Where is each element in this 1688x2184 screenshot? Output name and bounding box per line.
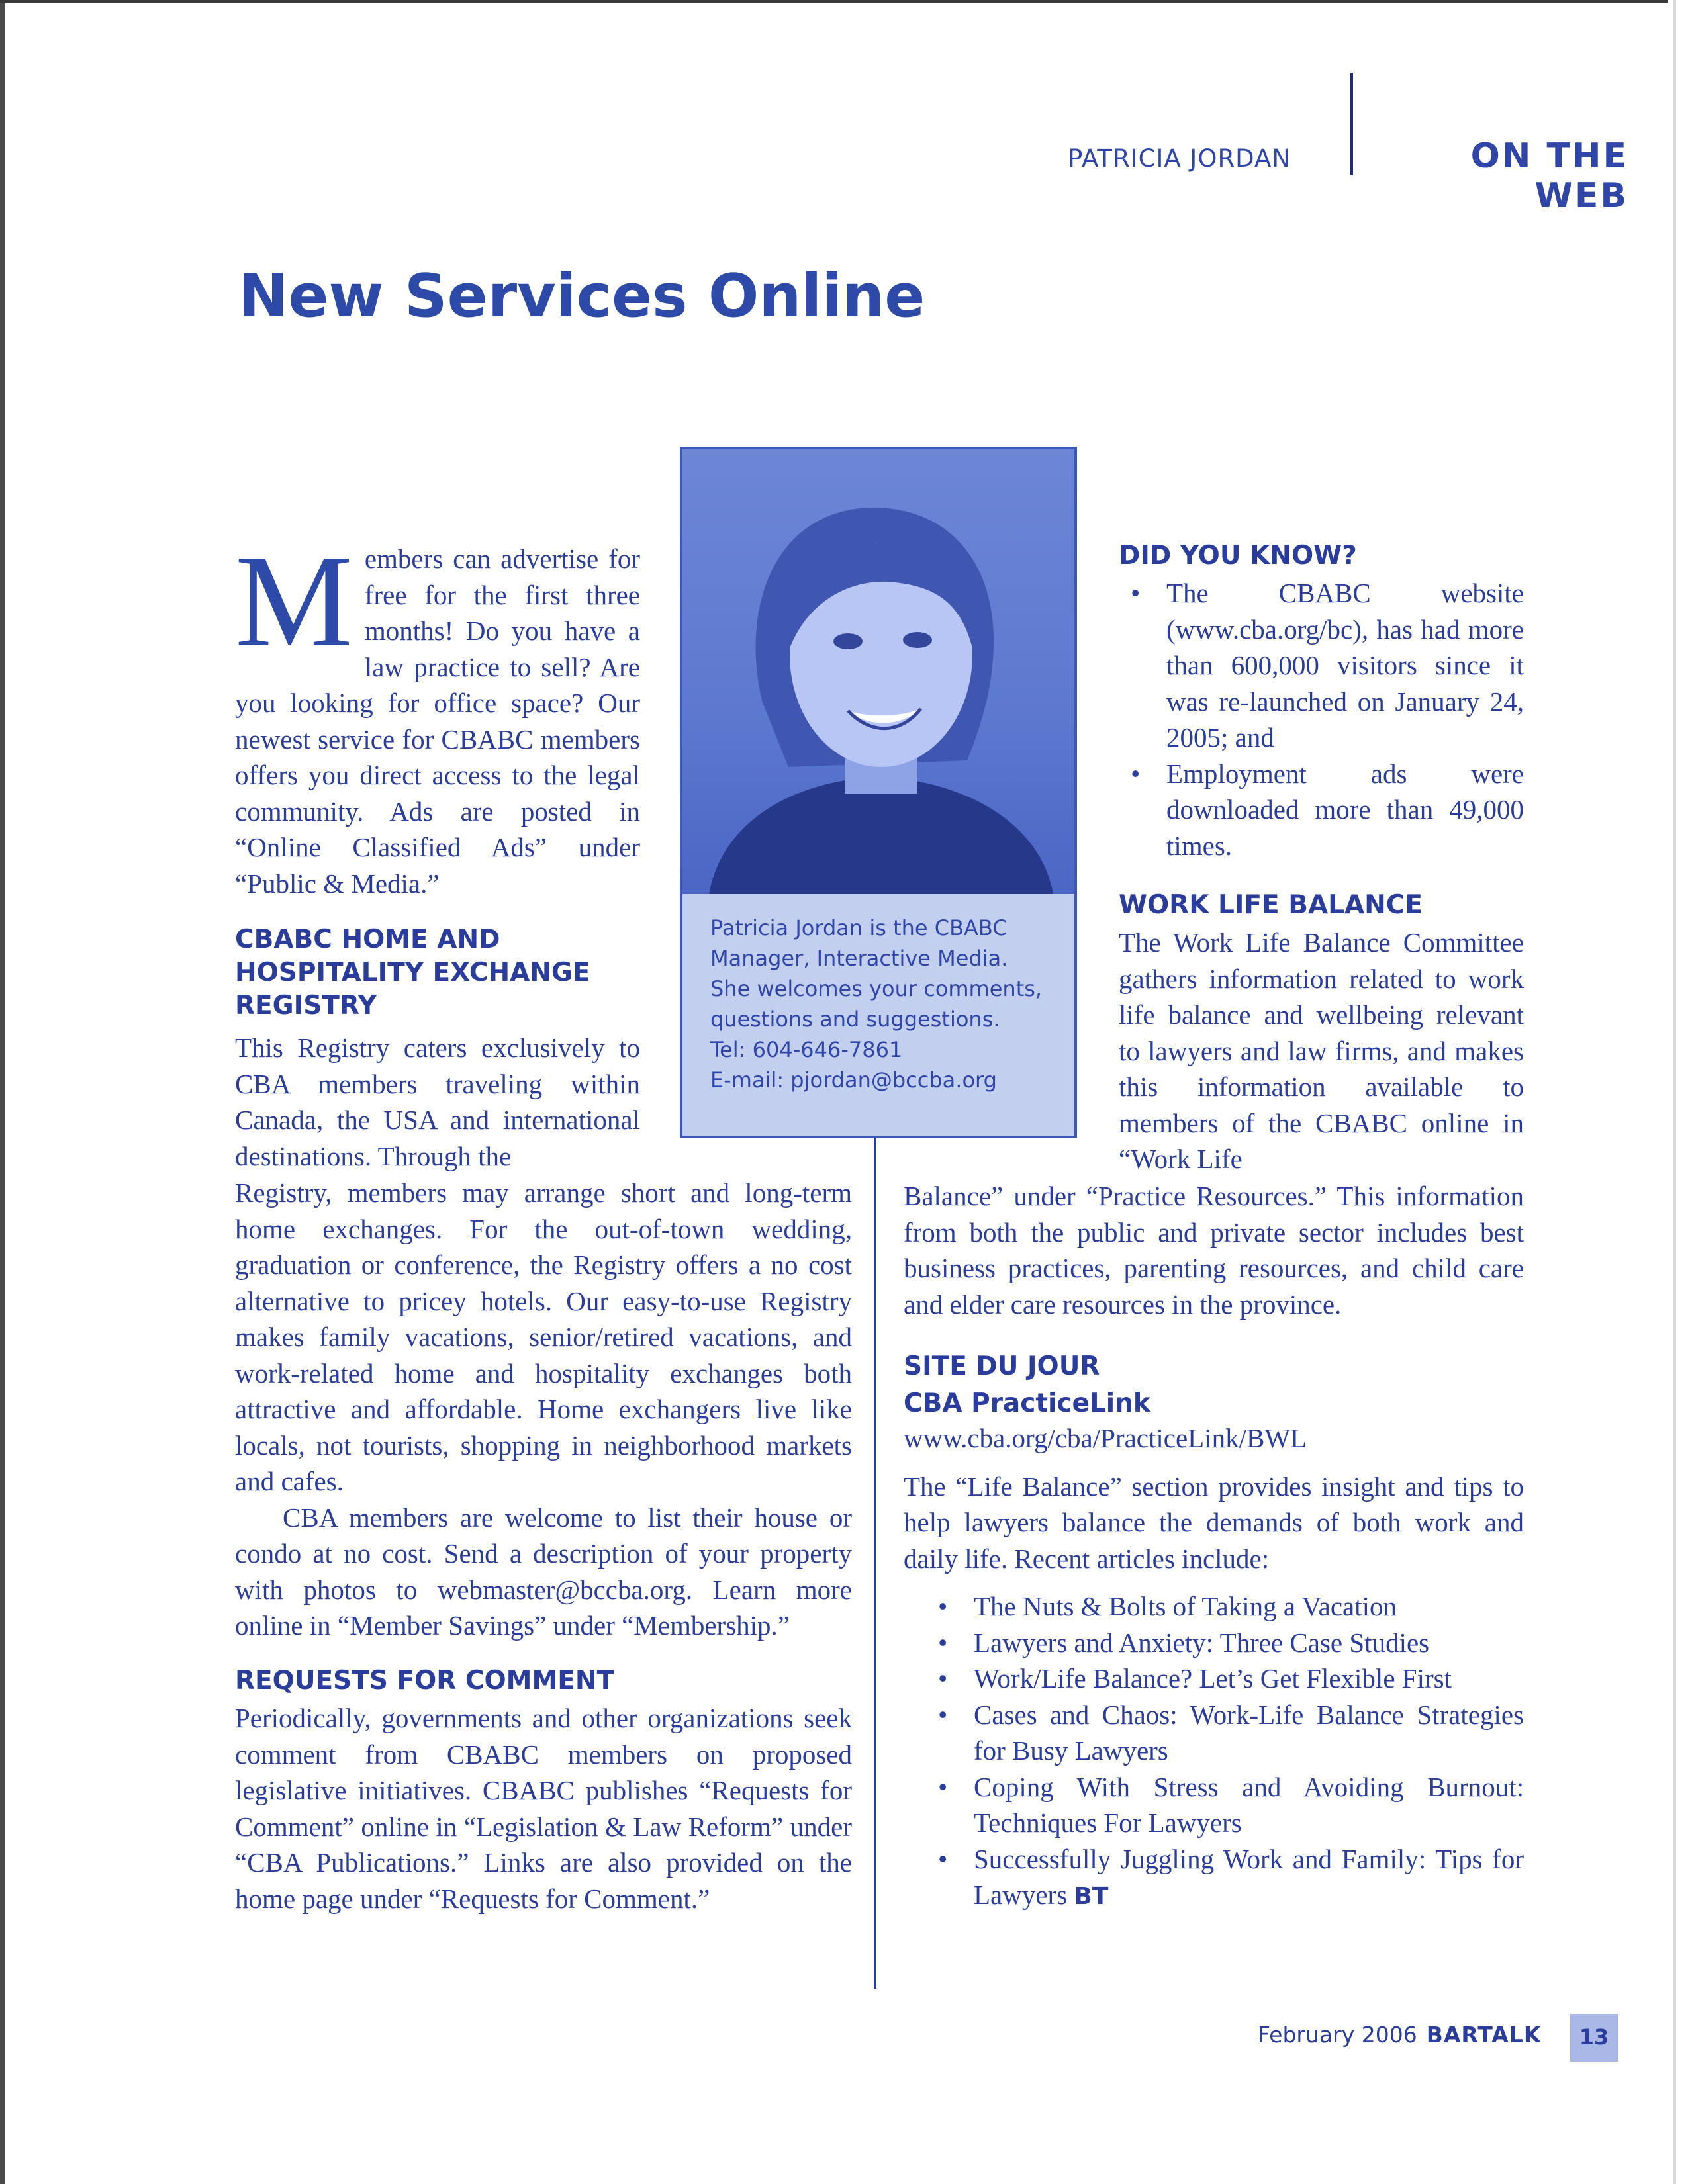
- work-life-lower-block: [904, 1178, 1524, 1322]
- site-du-jour-text: The “Life Balance” section provides insight and tips to help lawyers balance the demands of both work and daily life. Recent articles include:: [904, 1471, 1524, 1574]
- page-edge-top: [0, 0, 1668, 3]
- caption-email: E-mail: pjordan@bccba.org: [710, 1068, 997, 1093]
- work-life-heading: WORK LIFE BALANCE: [1119, 890, 1423, 920]
- articles-list: [904, 1588, 1524, 1915]
- end-mark: BT: [1074, 1883, 1109, 1910]
- issue-date: February 2006: [1258, 2022, 1417, 2048]
- footer: [1258, 2022, 1541, 2048]
- article-item: • Coping With Stress and Avoiding Burnout: Techniques For Lawyers: [926, 1769, 1524, 1841]
- caption-line: questions and suggestions.: [710, 1007, 1000, 1032]
- registry-upper-block: [235, 1030, 640, 1174]
- requests-block: [235, 1664, 852, 1917]
- requests-text: Periodically, governments and other organizations seek comment from CBABC members on proposed legislative initiatives. CBABC publishes “Requests for Comment” online in “Legislation & Law Reform” under “CBA Publications.” Links are also provided on the home page under “Requests for Comment.”: [235, 1703, 852, 1914]
- article-item: • Cases and Chaos: Work-Life Balance Strategies for Busy Lawyers: [926, 1697, 1524, 1769]
- work-life-block: [1119, 889, 1524, 1177]
- list-item: • The CBABC website (www.cba.org/bc), has had more than 600,000 visitors since it was re-launched on January 24, 2005; and: [1119, 575, 1524, 756]
- article-item: • Work/Life Balance? Let’s Get Flexible First: [926, 1661, 1524, 1697]
- photo-caption: [710, 913, 1068, 1095]
- intro-block: [235, 528, 640, 901]
- article-item: • Lawyers and Anxiety: Three Case Studies: [926, 1625, 1524, 1661]
- author-name: PATRICIA JORDAN: [1068, 144, 1291, 173]
- site-du-jour-url: www.cba.org/cba/PracticeLink/BWL: [904, 1423, 1307, 1453]
- registry-paragraph-2: CBA members are welcome to list their house or condo at no cost. Send a description of your property with photos to webmaster@bccba.org. Learn more online in “Member Savings” under “Membership.”: [235, 1502, 852, 1641]
- site-du-jour-subheading: CBA PracticeLink: [904, 1388, 1150, 1418]
- page-number-box: [1570, 2014, 1618, 2062]
- intro-paragraph: [235, 528, 640, 901]
- site-du-jour-heading: SITE DU JOUR: [904, 1351, 1100, 1381]
- registry-heading: CBABC HOME AND HOSPITALITY EXCHANGE REGISTRY: [235, 925, 590, 1021]
- list-item: • Employment ads were downloaded more than 49,000 times.: [1119, 756, 1524, 864]
- drop-cap: M: [235, 528, 353, 674]
- header-divider: [1350, 73, 1353, 175]
- section-label: ON THE WEB: [1470, 136, 1628, 216]
- portrait-image: [682, 449, 1074, 894]
- did-you-know-block: [1119, 539, 1524, 864]
- column-divider: [874, 1138, 876, 1989]
- work-life-text-lower: Balance” under “Practice Resources.” This information from both the public and private sector includes best business practices, parenting resources, and child care and elder care resources in the province.: [904, 1181, 1524, 1320]
- intro-text: embers can advertise for free for the first three months! Do you have a law practice to sell? Are you looking for office space? Our newest service for CBABC members offers you direct access to the legal community. Ads are posted in “Online Classified Ads” under “Public & Media.”: [235, 543, 640, 899]
- registry-text-upper: This Registry caters exclusively to CBA members traveling within Canada, the USA and international destinations. Through the: [235, 1032, 640, 1171]
- page-title: New Services Online: [238, 261, 925, 331]
- work-life-text-upper: The Work Life Balance Committee gathers information related to work life balance and wellbeing relevant to lawyers and law firms, and makes this information available to members of the CBABC online in “Work Life: [1119, 927, 1524, 1174]
- publication-name: BARTALK: [1426, 2022, 1542, 2048]
- author-photo: [682, 449, 1074, 894]
- caption-line: She welcomes your comments,: [710, 976, 1043, 1001]
- requests-heading: REQUESTS FOR COMMENT: [235, 1666, 615, 1696]
- article-item: [926, 1841, 1524, 1915]
- registry-lower-block: [235, 1175, 852, 1644]
- caption-phone: Tel: 604-646-7861: [710, 1037, 903, 1062]
- caption-line: Manager, Interactive Media.: [710, 946, 1008, 971]
- caption-line: Patricia Jordan is the CBABC: [710, 915, 1008, 940]
- page-edge-left: [0, 0, 5, 2184]
- page-number: 13: [1579, 2025, 1609, 2050]
- did-you-know-list: [1119, 575, 1524, 864]
- article-item-text: Successfully Juggling Work and Family: Tips for Lawyers: [974, 1843, 1524, 1910]
- author-photo-box: [680, 447, 1077, 1138]
- registry-heading-block: [235, 923, 659, 1023]
- did-you-know-heading: DID YOU KNOW?: [1119, 541, 1357, 570]
- registry-text-lower: Registry, members may arrange short and long-term home exchanges. For the out-of-town wedding, graduation or conference, the Registry offers a no cost alternative to pricey hotels. Our easy-to-use Registry makes family vacations, senior/retired vacations, and work-related home and hospitality exchanges both attractive and affordable. Home exchangers live like locals, not tourists, shopping in neighborhood markets and cafes.: [235, 1177, 852, 1496]
- page-edge-right: [1673, 0, 1676, 2184]
- site-du-jour-block: [904, 1350, 1524, 1915]
- article-item: • The Nuts & Bolts of Taking a Vacation: [926, 1588, 1524, 1625]
